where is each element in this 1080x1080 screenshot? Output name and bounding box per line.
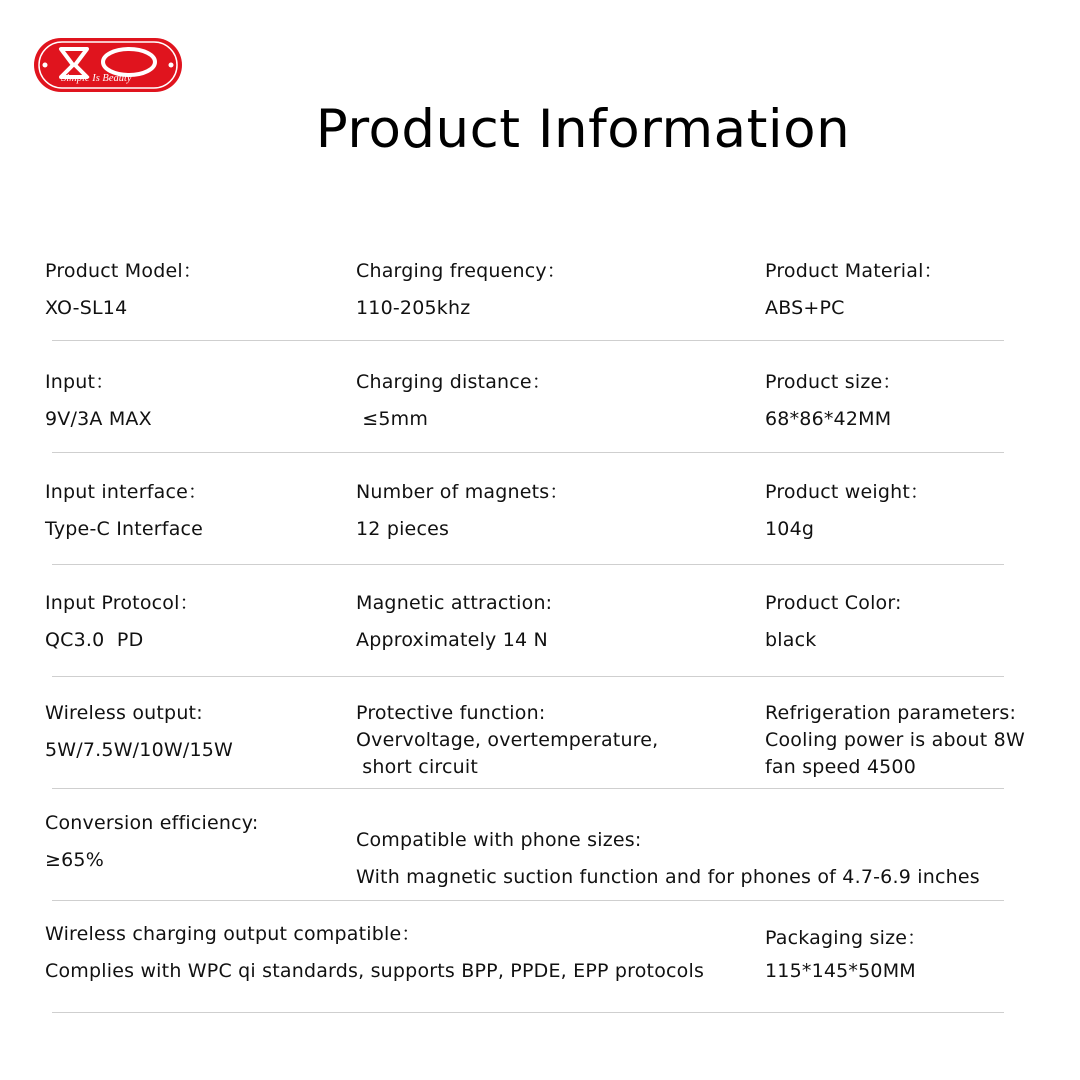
spec-value: ABS+PC [765,297,845,319]
spec-value: ≥65% [45,849,104,871]
spec-label: Input： [45,371,115,393]
spec-packaging-size [765,925,926,985]
spec-label: Product Model： [45,260,203,282]
page-title: Product Information [315,99,851,160]
spec-label: Wireless charging output compatible： [45,923,421,945]
spec-charging-distance [356,369,551,433]
spec-value: 104g [765,518,815,540]
spec-value: XO-SL14 [45,297,128,319]
spec-label: Refrigeration parameters: [765,702,1017,724]
spec-input [45,369,152,433]
spec-refrigeration-parameters [765,700,1025,781]
divider [52,564,1004,565]
spec-input-protocol [45,590,199,654]
brand-tagline: Simple Is Beauty [61,73,132,84]
spec-input-interface [45,479,207,543]
spec-label: Number of magnets： [356,481,569,503]
spec-value: 68*86*42MM [765,408,892,430]
spec-compatible-phone-sizes [356,827,980,891]
spec-label: Packaging size： [765,927,927,949]
spec-product-size [765,369,902,433]
spec-value: 9V/3A MAX [45,408,152,430]
divider [52,788,1004,789]
spec-label: Charging distance： [356,371,552,393]
spec-product-weight [765,479,929,543]
spec-label: Magnetic attraction: [356,592,553,614]
spec-wireless-output [45,700,233,764]
divider [52,900,1004,901]
spec-value: black [765,629,817,651]
spec-value: Complies with WPC qi standards, supports BPP, PPDE, EPP protocols [45,960,705,982]
spec-value: Overvoltage, overtemperature, short circuit [356,729,659,778]
spec-label: Product Material： [765,260,943,282]
spec-value: 110-205khz [356,297,471,319]
spec-value: 115*145*50MM [765,960,916,982]
spec-magnetic-attraction [356,590,552,654]
spec-value: 5W/7.5W/10W/15W [45,739,234,761]
spec-product-model [45,258,202,322]
spec-label: Charging frequency： [356,260,567,282]
spec-label: Protective function: [356,702,546,724]
spec-value: QC3.0 PD [45,629,144,651]
spec-label: Product size： [765,371,902,393]
spec-label: Conversion efficiency: [45,812,259,834]
spec-label: Product Color: [765,592,902,614]
spec-value: Cooling power is about 8W fan speed 4500 [765,729,1025,778]
spec-label: Wireless output: [45,702,203,724]
spec-label: Product weight： [765,481,930,503]
spec-value: 12 pieces [356,518,450,540]
divider [52,1012,1004,1013]
spec-value: Approximately 14 N [356,629,548,651]
divider [52,340,1004,341]
spec-protective-function [356,700,658,781]
spec-value: Type-C Interface [45,518,204,540]
spec-label: Input Protocol： [45,592,199,614]
spec-product-color [765,590,902,654]
spec-label: Input interface： [45,481,208,503]
spec-value: With magnetic suction function and for phones of 4.7-6.9 inches [356,866,980,888]
spec-wireless-charging-compatible [45,921,704,985]
spec-conversion-efficiency [45,810,258,874]
spec-number-of-magnets [356,479,569,543]
spec-charging-frequency [356,258,566,322]
divider [52,452,1004,453]
spec-label: Compatible with phone sizes: [356,829,642,851]
spec-value: ≤5mm [356,408,429,430]
spec-product-material [765,258,943,322]
divider [52,676,1004,677]
